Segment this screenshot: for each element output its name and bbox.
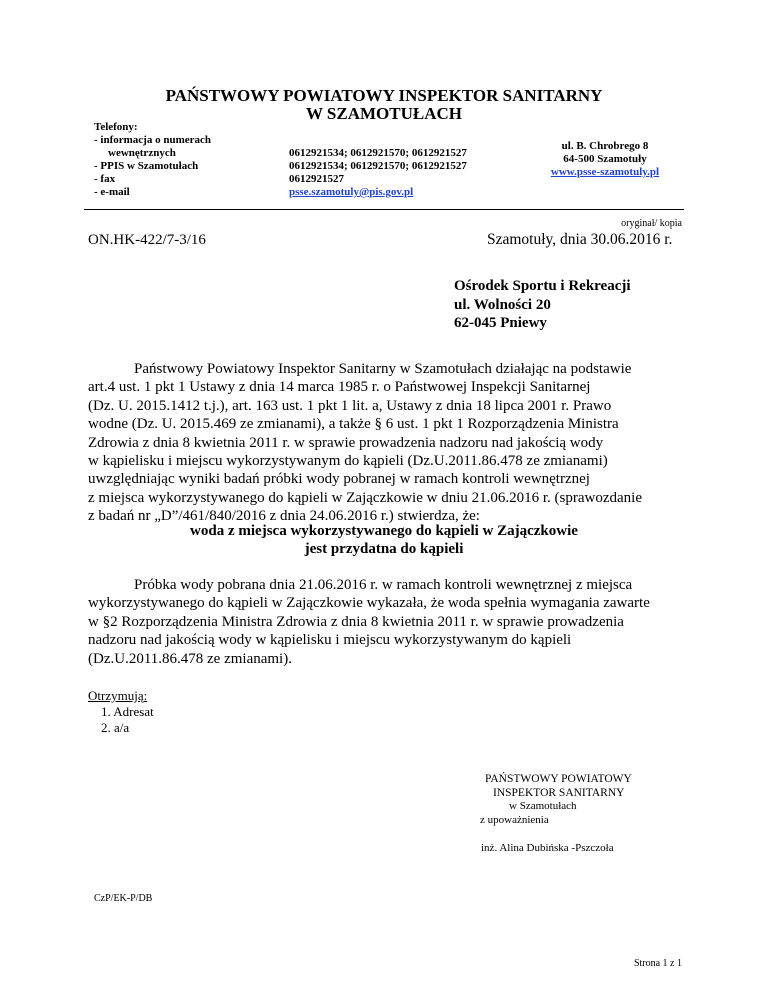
contact-label-ppis: - PPIS w Szamotułach [94, 160, 199, 172]
recipient-city: 62-045 Pniewy [454, 315, 547, 331]
signature-block [480, 773, 640, 827]
fax-number: 0612921527 [289, 173, 344, 185]
p2-line: Próbka wody pobrana dnia 21.06.2016 r. w ramach kontroli wewnętrznej z miejsca [134, 577, 633, 593]
contact-label-email: - e-mail [94, 186, 130, 198]
recipient-name: Ośrodek Sportu i Rekreacji [454, 278, 631, 294]
page-title-line1: PAŃSTWOWY POWIATOWY INSPEKTOR SANITARNY [165, 86, 603, 105]
phones-ppis: 0612921534; 0612921570; 0612921527 [289, 160, 467, 172]
decision-line2: jest przydatna do kąpieli [304, 541, 464, 557]
contact-values [289, 147, 467, 199]
p1-line: w kąpielisku i miejscu wykorzystywanym do kąpieli (Dz.U.2011.86.478 ze zmianami) [88, 453, 608, 470]
p1-line: (Dz. U. 2015.1412 t.j.), art. 163 ust. 1 pkt 1 lit. a, Ustawy z dnia 18 lipca 2001 r. Prawo [88, 397, 612, 414]
header-divider [84, 209, 684, 210]
distribution-heading: Otrzymują: [88, 688, 148, 703]
signature-line4: z upoważnienia [480, 813, 549, 826]
signature-line3: w Szamotułach [509, 800, 577, 812]
p1-line: z miejsca wykorzystywanego do kąpieli w Zajączkowie w dniu 21.06.2016 r. (sprawozdanie [88, 489, 643, 506]
contact-label-info-cont: wewnętrznych [108, 147, 176, 159]
copy-mark: oryginał/ kopia [621, 218, 682, 229]
office-address [520, 140, 690, 179]
email-link[interactable]: psse.szamotuly@pis.gov.pl [289, 186, 414, 198]
distribution-item: 1. Adresat [101, 704, 154, 719]
signer-name: inż. Alina Dubińska -Pszczoła [481, 842, 614, 854]
distribution-item: 2. a/a [101, 720, 130, 735]
paragraph-result [88, 576, 684, 668]
address-city: 64-500 Szamotuły [563, 153, 647, 165]
contact-label-info: - informacja o numerach [94, 134, 212, 146]
p2-line: wykorzystywanego do kąpieli w Zajączkowie wykazała, że woda spełnia wymagania zawarte [88, 595, 650, 612]
distribution-list [88, 688, 154, 736]
recipient-street: ul. Wolności 20 [454, 296, 551, 313]
page-number: Strona 1 z 1 [633, 958, 682, 969]
signature-line2: INSPEKTOR SANITARNY [493, 786, 625, 799]
phones-info: 0612921534; 0612921570; 0612921527 [289, 147, 467, 159]
footer-code: CzP/EK-P/DB [94, 893, 153, 904]
p1-line: art.4 ust. 1 pkt 1 Ustawy z dnia 14 marca 1985 r. o Państwowej Inspekcji Sanitarnej [88, 379, 591, 396]
address-street: ul. B. Chrobrego 8 [561, 140, 649, 152]
p1-line: Zdrowia z dnia 8 kwietnia 2011 r. w sprawie prowadzenia nadzoru nad jakością wody [88, 434, 604, 451]
p2-line: w §2 Rozporządzenia Ministra Zdrowia z dnia 8 kwietnia 2011 r. w sprawie prowadzenia [88, 613, 624, 630]
p1-line: uwzględniając wyniki badań próbki wody pobranej w ramach kontroli wewnętrznej [88, 471, 590, 488]
paragraph-legal-basis [88, 360, 684, 526]
website-link[interactable]: www.psse-szamotuly.pl [550, 166, 660, 178]
place-date: Szamotuły, dnia 30.06.2016 r. [487, 231, 673, 248]
page-title-line2: W SZAMOTUŁACH [305, 104, 462, 123]
contact-label-phones: Telefony: [94, 121, 138, 133]
recipient-block [454, 277, 631, 333]
signature-line1: PAŃSTWOWY POWIATOWY [485, 773, 632, 785]
p1-line: Państwowy Powiatowy Inspektor Sanitarny w Szamotułach działając na podstawie [134, 361, 632, 377]
contact-labels [94, 121, 211, 199]
p1-line: wodne (Dz. U. 2015.469 ze zmianami), a także § 6 ust. 1 pkt 1 Rozporządzenia Ministra [88, 416, 619, 433]
p2-line: (Dz.U.2011.86.478 ze zmianami). [88, 650, 292, 667]
reference-number: ON.HK-422/7-3/16 [88, 232, 206, 248]
contact-label-fax: - fax [94, 173, 116, 185]
decision-line1: woda z miejsca wykorzystywanego do kąpieli w Zajączkowie [190, 523, 578, 539]
p2-line: nadzoru nad jakością wody w kąpielisku i miejscu wykorzystywanym do kąpieli [88, 632, 572, 649]
p1-line: z badań nr „D”/461/840/2016 z dnia 24.06.2016 r.) stwierdza, że: [88, 508, 480, 525]
